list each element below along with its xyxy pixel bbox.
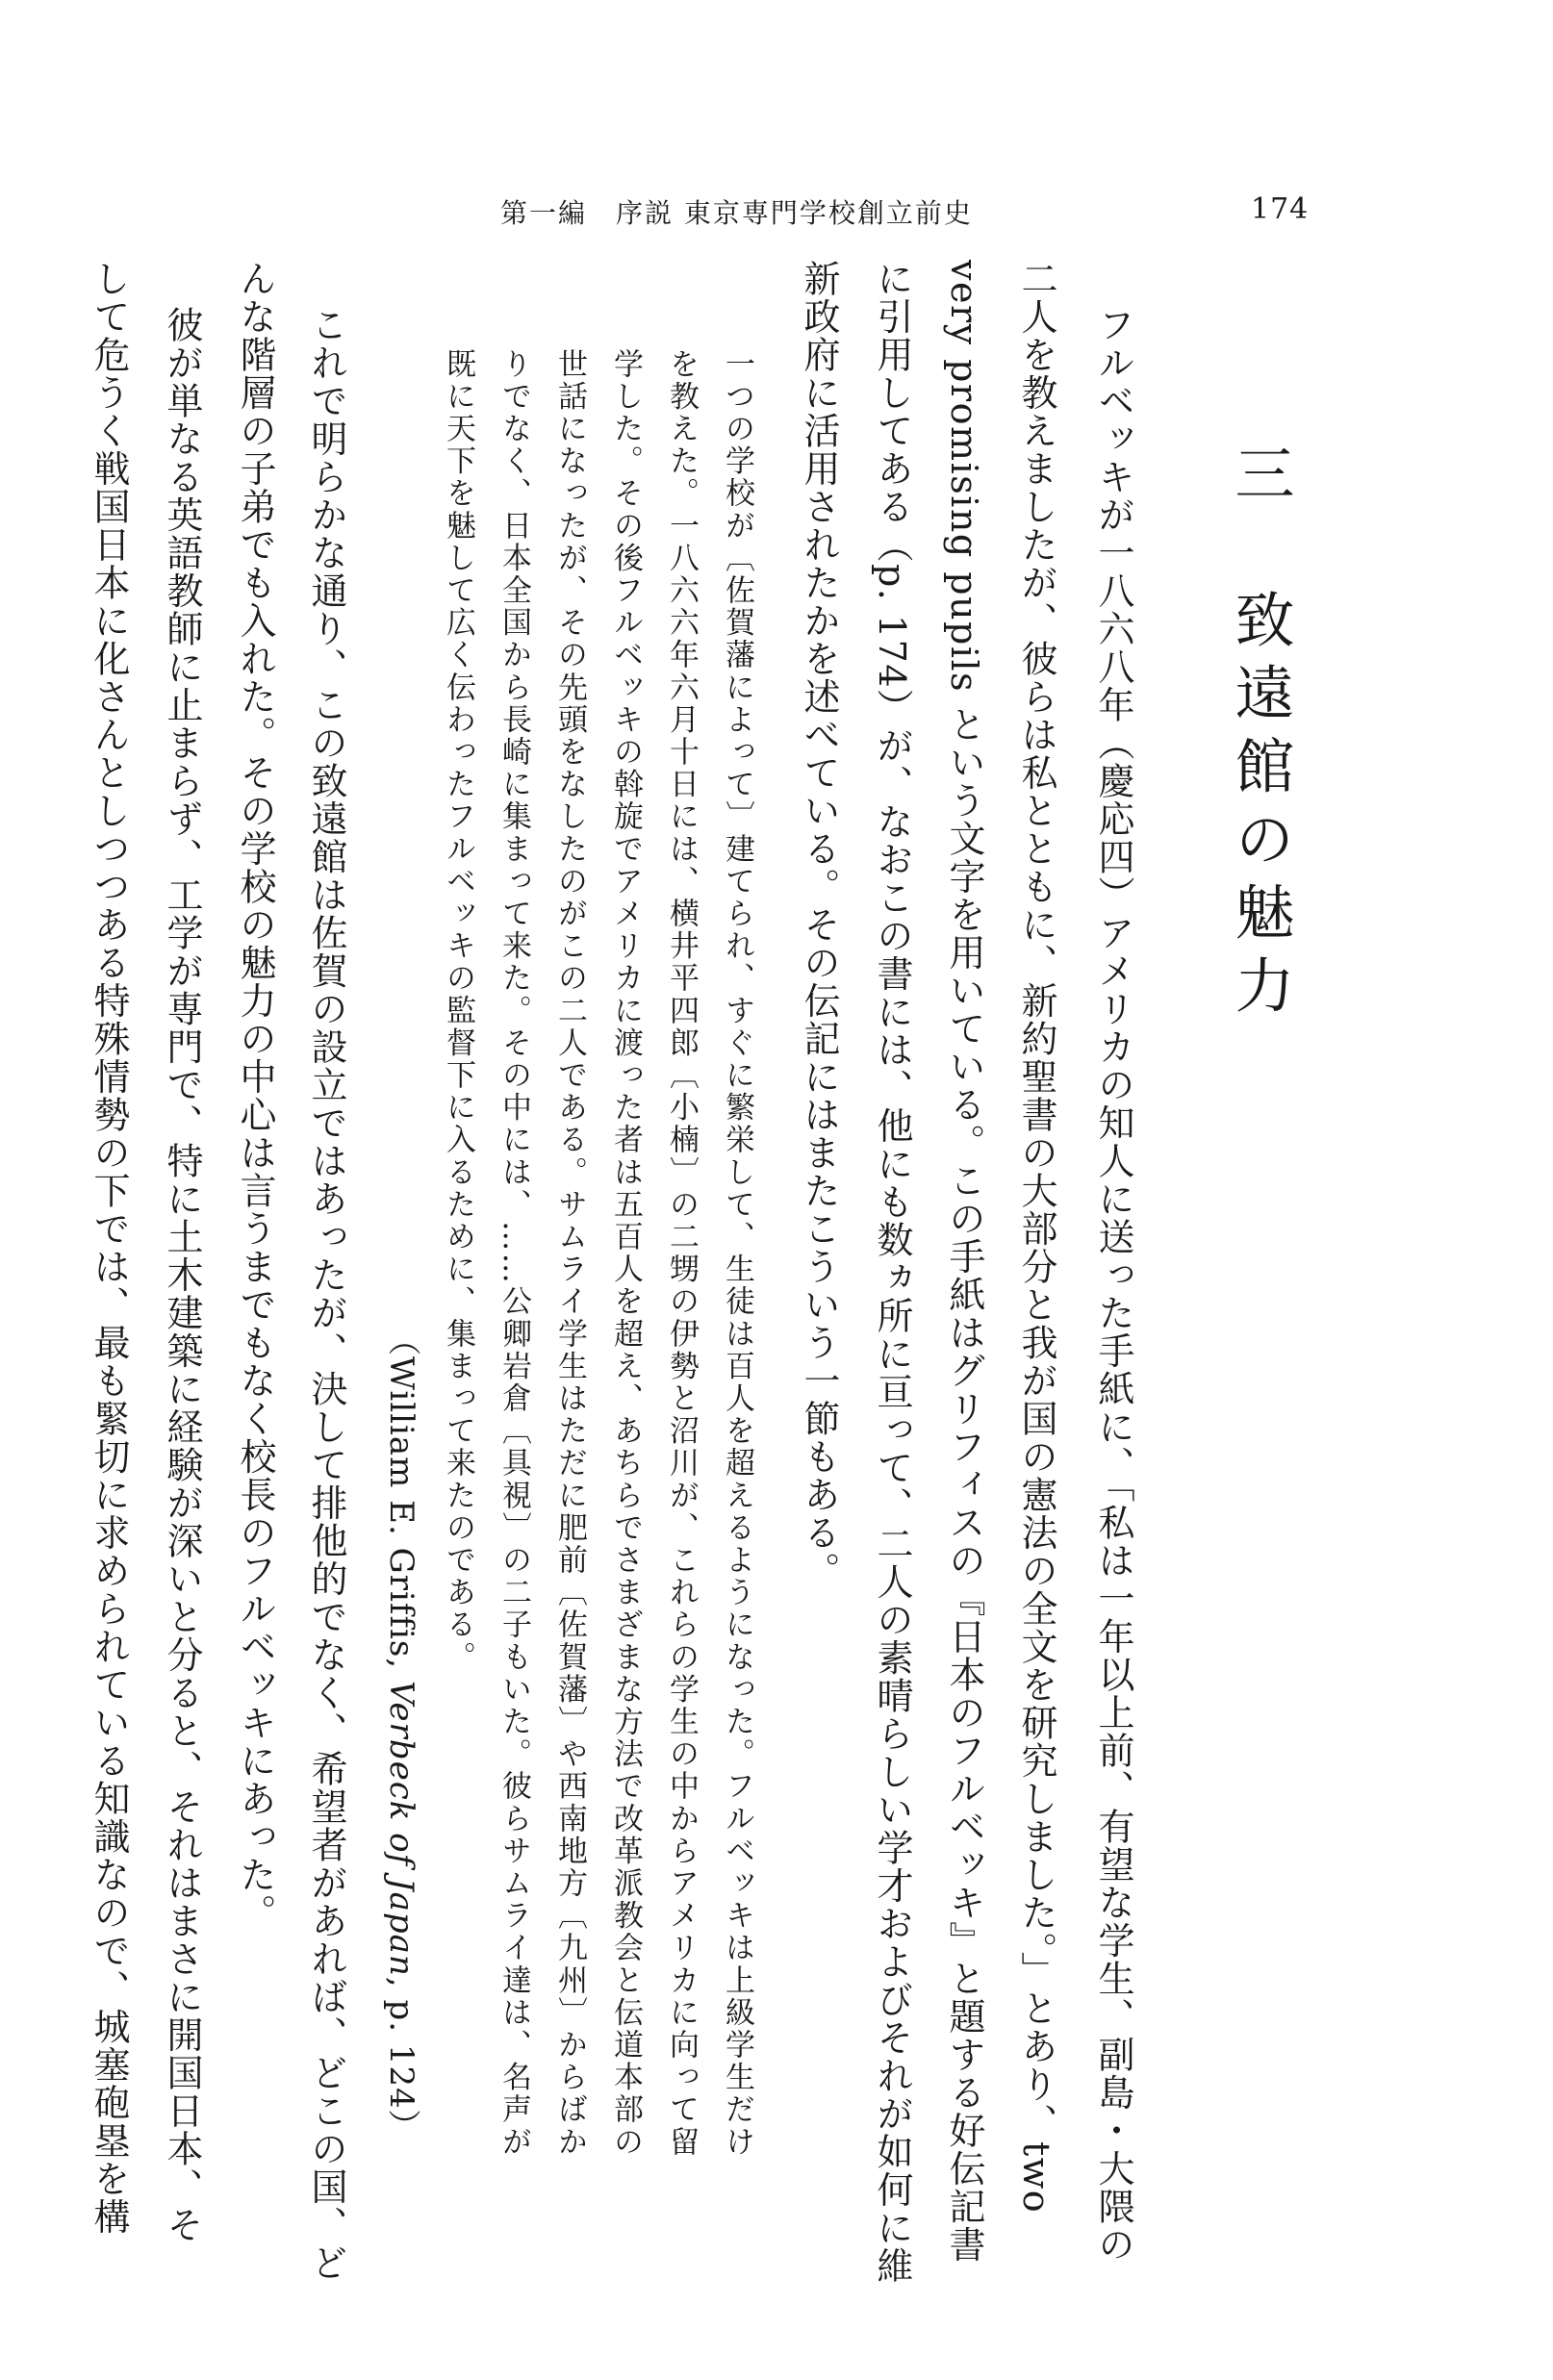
body-line: 彼が単なる英語教師に止まらず、工学が専門で、特に土木建築に経験が深いと分ると、それはまさに開国日本、そ bbox=[161, 306, 203, 2244]
citation-close: , p. 124） bbox=[382, 1976, 420, 2143]
body-line: 新政府に活用されたかを述べている。その伝記にはまたこういう一節もある。 bbox=[798, 260, 840, 1590]
quote-line: 世話になったが、その先頭をなしたのがこの二人である。サムライ学生はただに肥前〔佐賀藩〕や西南地方〔九州〕からばか bbox=[552, 348, 587, 2159]
body-line: して危うく戦国日本に化さんとしつつある特殊情勢の下では、最も緊切に求められている知識なので、城塞砲塁を構 bbox=[88, 260, 130, 2236]
quote-line: 学した。その後フルベッキの斡旋でアメリカに渡った者は五百人を超え、あちらでさまざまな方法で改革派教会と伝道本部の bbox=[608, 348, 643, 2159]
body-line: 二人を教えましたが、彼らは私とともに、新約聖書の大部分と我が国の憲法の全文を研究しました。」とあり、two bbox=[1015, 260, 1057, 2215]
quote-line: 既に天下を魅して広く伝わったフルベッキの監督下に入るために、集まって来たのである。 bbox=[441, 348, 475, 1674]
body-line: に引用してある（p. 174）が、なおこの書には、他にも数ヵ所に亘って、二人の素晴らしい学才およびそれが如何に維 bbox=[871, 260, 913, 2286]
section-title: 三 致遠館の魅力 bbox=[1225, 443, 1295, 1027]
body-line: これで明らかな通り、この致遠館は佐賀の設立ではあったが、決して排他的でなく、希望者があれば、どこの国、ど bbox=[305, 306, 347, 2282]
quote-line: 一つの学校が〔佐賀藩によって〕建てられ、すぐに繁栄して、生徒は百人を超えるようになった。フルベッキは上級学生だけ bbox=[720, 348, 754, 2159]
quote-citation bbox=[382, 1323, 420, 2143]
body-line: んな階層の子弟でも入れた。その学校の魅力の中心は言うまでもなく校長のフルベッキにあった。 bbox=[234, 260, 276, 1932]
body-line: very promising pupils という文字を用いている。この手紙はグリフィスの『日本のフルベッキ』と題する好伝記書 bbox=[943, 260, 985, 2265]
quote-line: を教えた。一八六六年六月十日には、横井平四郎〔小楠〕の二甥の伊勢と沼川が、これらの学生の中からアメリカに向って留 bbox=[664, 348, 699, 2159]
citation-work-title: Verbeck of Japan bbox=[382, 1681, 420, 1977]
body-line: フルベッキが一八六八年（慶応四）アメリカの知人に送った手紙に、「私は一年以上前、有望な学生、副島・大隈の bbox=[1092, 306, 1134, 2264]
quote-line: りでなく、日本全国から長崎に集まって来た。その中には、……公卿岩倉〔具視〕の二子もいた。彼らサムライ達は、名声が bbox=[496, 348, 531, 2159]
page-number: 174 bbox=[1251, 192, 1310, 226]
running-header: 第一編 序説 東京専門学校創立前史 bbox=[500, 197, 973, 229]
citation-open: （William E. Griffis, bbox=[382, 1323, 420, 1681]
